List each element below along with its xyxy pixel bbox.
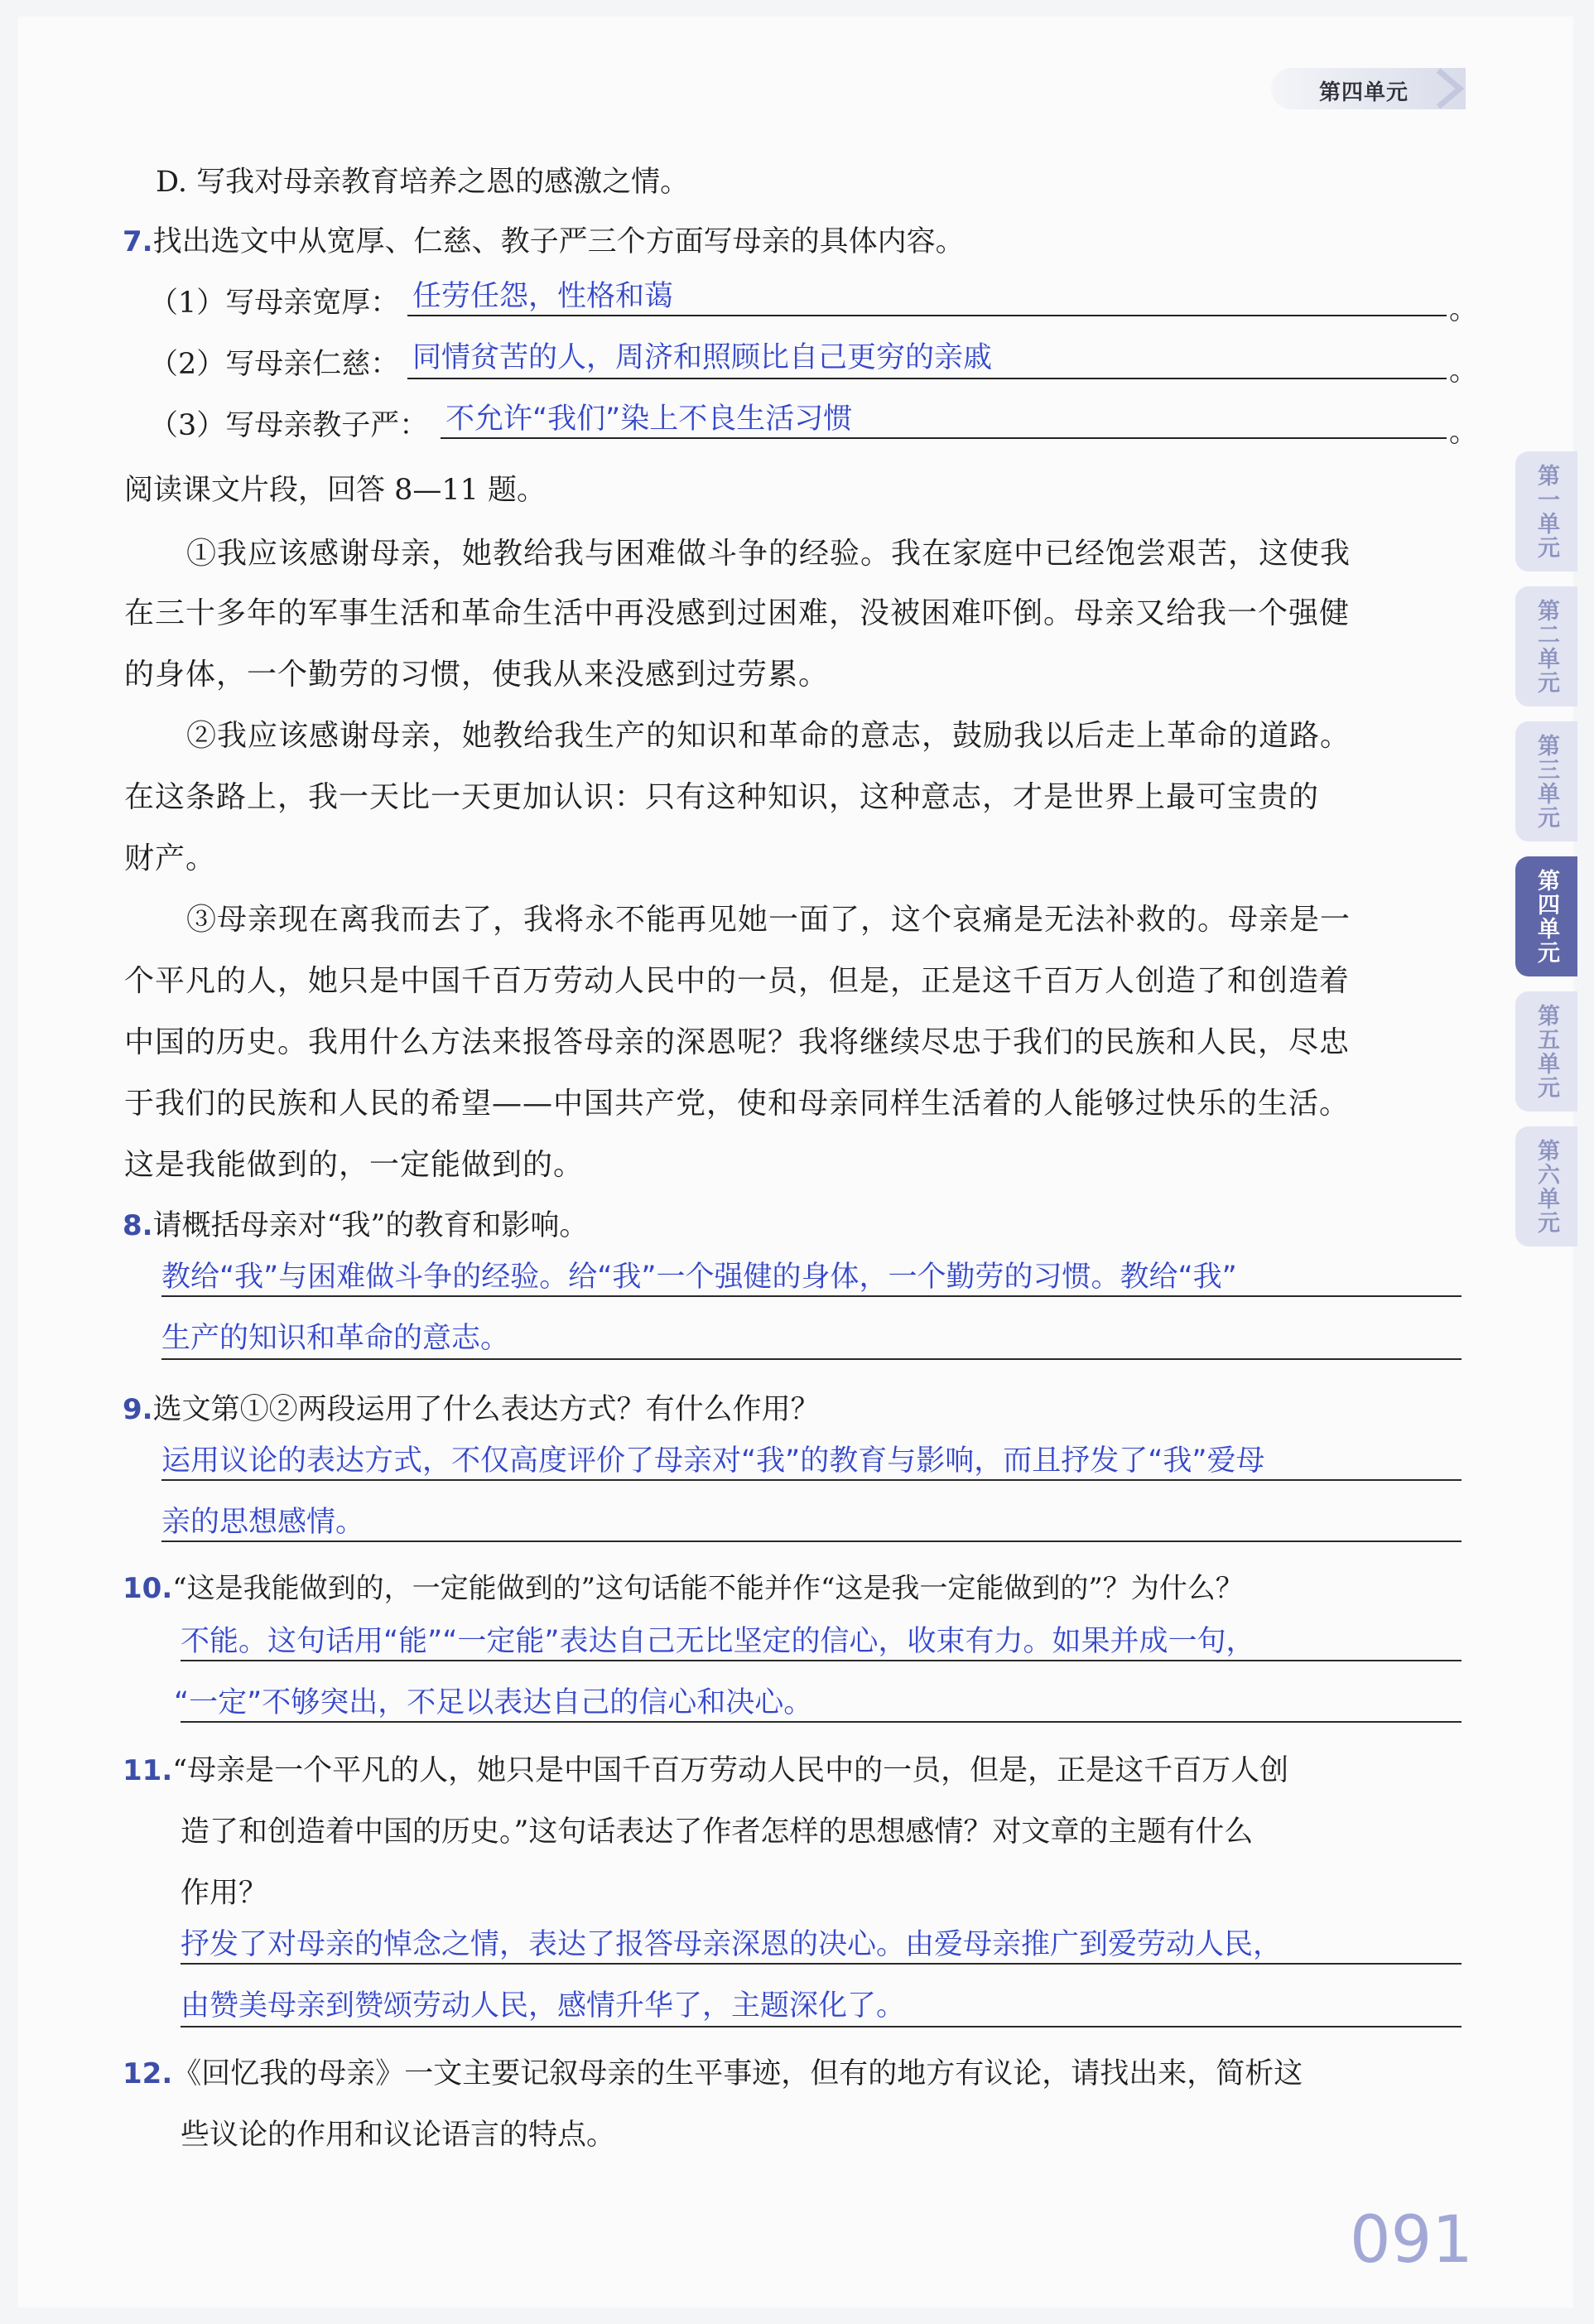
option-d: D. 写我对母亲教育培养之恩的感激之情。	[156, 166, 690, 199]
passage-line: 在这条路上，我一天比一天更加认识：只有这种知识，这种意志，才是世界上最可宝贵的	[124, 780, 1320, 814]
unit-header-label: 第四单元	[1319, 80, 1409, 105]
answer-line	[161, 1479, 1462, 1481]
question-text: “母亲是一个平凡的人，她只是中国千百万劳动人民中的一员，但是，正是这千百万人创	[172, 1754, 1289, 1787]
passage-line: 中国的历史。我用什么方法来报答母亲的深恩呢？我将继续尽忠于我们的民族和人民，尽忠	[124, 1025, 1351, 1059]
chevron-right-icon	[1435, 68, 1465, 109]
passage-line: ③母亲现在离我而去了，我将永不能再见她一面了，这个哀痛是无法补救的。母亲是一	[186, 903, 1351, 937]
passage-line: ②我应该感谢母亲，她教给我生产的知识和革命的意志，鼓励我以后走上革命的道路。	[186, 719, 1351, 753]
question-8	[123, 1203, 588, 1244]
answer-line	[181, 1963, 1462, 1965]
answer-line	[161, 1540, 1462, 1542]
question-11	[123, 1748, 1288, 1789]
q11-answer-line-1: 抒发了对母亲的悼念之情，表达了报答母亲深恩的决心。由爱母亲推广到爱劳动人民，	[181, 1928, 1283, 1961]
answer-line	[407, 315, 1447, 316]
reading-intro: 阅读课文片段，回答 8—11 题。	[124, 474, 547, 507]
passage-line: 在三十多年的军事生活和革命生活中再没感到过困难，没被困难吓倒。母亲又给我一个强健	[124, 596, 1351, 630]
question-11-line-3: 作用？	[181, 1877, 268, 1910]
question-text: 选文第①②两段运用了什么表达方式？有什么作用？	[152, 1393, 820, 1426]
answer-line	[441, 437, 1447, 439]
question-number: 9.	[123, 1393, 153, 1426]
question-10	[123, 1565, 1244, 1606]
q7-item-1-answer: 任劳任怨，性格和蔼	[412, 280, 674, 313]
question-number: 10.	[123, 1572, 173, 1605]
q9-answer-line-2: 亲的思想感情。	[161, 1506, 365, 1539]
passage-line: 财产。	[124, 841, 217, 875]
question-7	[123, 219, 965, 260]
side-tab-unit-6[interactable]: 第六单元	[1515, 1126, 1577, 1246]
q8-answer-line-2: 生产的知识和革命的意志。	[161, 1322, 510, 1355]
q11-answer-line-2: 由赞美母亲到赞颂劳动人民，感情升华了，主题深化了。	[181, 1989, 906, 2023]
q7-item-3-label: （3）写母亲教子严：	[149, 409, 429, 442]
question-number: 11.	[123, 1754, 173, 1787]
question-9	[123, 1386, 820, 1428]
side-tab-unit-5[interactable]: 第五单元	[1515, 991, 1577, 1111]
question-12-line-2: 些议论的作用和议论语言的特点。	[181, 2119, 616, 2152]
q7-item-3-end: 。	[1449, 416, 1479, 449]
side-tab-unit-4[interactable]: 第四单元	[1515, 856, 1577, 976]
page-number: 091	[1350, 2203, 1473, 2278]
side-tab-unit-3[interactable]: 第三单元	[1515, 721, 1577, 841]
q10-answer-line-1: 不能。这句话用“能”“一定能”表达自己无比坚定的信心，收束有力。如果并成一句，	[181, 1625, 1255, 1658]
passage-line: 个平凡的人，她只是中国千百万劳动人民中的一员，但是，正是这千百万人创造了和创造着	[124, 964, 1351, 998]
side-unit-tabs	[1515, 451, 1577, 1261]
q7-item-1-label: （1）写母亲宽厚：	[149, 287, 400, 320]
passage-line: 这是我能做到的，一定能做到的。	[124, 1148, 585, 1182]
q7-item-2-end: 。	[1449, 354, 1479, 388]
passage-line: 于我们的民族和人民的希望——中国共产党，使和母亲同样生活着的人能够过快乐的生活。	[124, 1087, 1351, 1121]
side-tab-unit-2[interactable]: 第二单元	[1515, 586, 1577, 706]
question-12	[123, 2051, 1303, 2092]
q7-item-2-answer: 同情贫苦的人，周济和照顾比自己更穷的亲戚	[412, 341, 993, 374]
answer-line	[181, 1721, 1462, 1723]
question-11-line-2: 造了和创造着中国的历史。”这句话表达了作者怎样的思想感情？对文章的主题有什么	[181, 1815, 1254, 1849]
q9-answer-line-1: 运用议论的表达方式，不仅高度评价了母亲对“我”的教育与影响，而且抒发了“我”爱母	[161, 1444, 1265, 1478]
q10-answer-line-2: “一定”不够突出，不足以表达自己的信心和决心。	[174, 1686, 813, 1719]
answer-line	[161, 1295, 1462, 1297]
q7-item-2-label: （2）写母亲仁慈：	[149, 348, 400, 381]
q8-answer-line-1: 教给“我”与困难做斗争的经验。给“我”一个强健的身体，一个勤劳的习惯。教给“我”	[161, 1261, 1237, 1294]
answer-line	[181, 2026, 1462, 2027]
question-text: 请概括母亲对“我”的教育和影响。	[152, 1209, 589, 1242]
passage-line: ①我应该感谢母亲，她教给我与困难做斗争的经验。我在家庭中已经饱尝艰苦，这使我	[186, 537, 1351, 571]
side-tab-unit-1[interactable]: 第一单元	[1515, 451, 1577, 571]
passage-line: 的身体，一个勤劳的习惯，使我从来没感到过劳累。	[124, 658, 830, 692]
answer-line	[181, 1660, 1462, 1661]
q7-item-1-end: 。	[1449, 293, 1479, 326]
question-text: 《回忆我的母亲》一文主要记叙母亲的生平事迹，但有的地方有议论，请找出来，简析这	[172, 2057, 1303, 2090]
question-number: 8.	[123, 1209, 153, 1242]
answer-line	[407, 378, 1447, 379]
question-number: 12.	[123, 2057, 173, 2090]
question-text: “这是我能做到的，一定能做到的”这句话能不能并作“这是我一定能做到的”？为什么？	[172, 1572, 1244, 1605]
answer-line	[161, 1358, 1462, 1360]
question-text: 找出选文中从宽厚、仁慈、教子严三个方面写母亲的具体内容。	[152, 225, 965, 258]
q7-item-3-answer: 不允许“我们”染上不良生活习惯	[445, 403, 853, 436]
question-number: 7.	[123, 225, 153, 258]
